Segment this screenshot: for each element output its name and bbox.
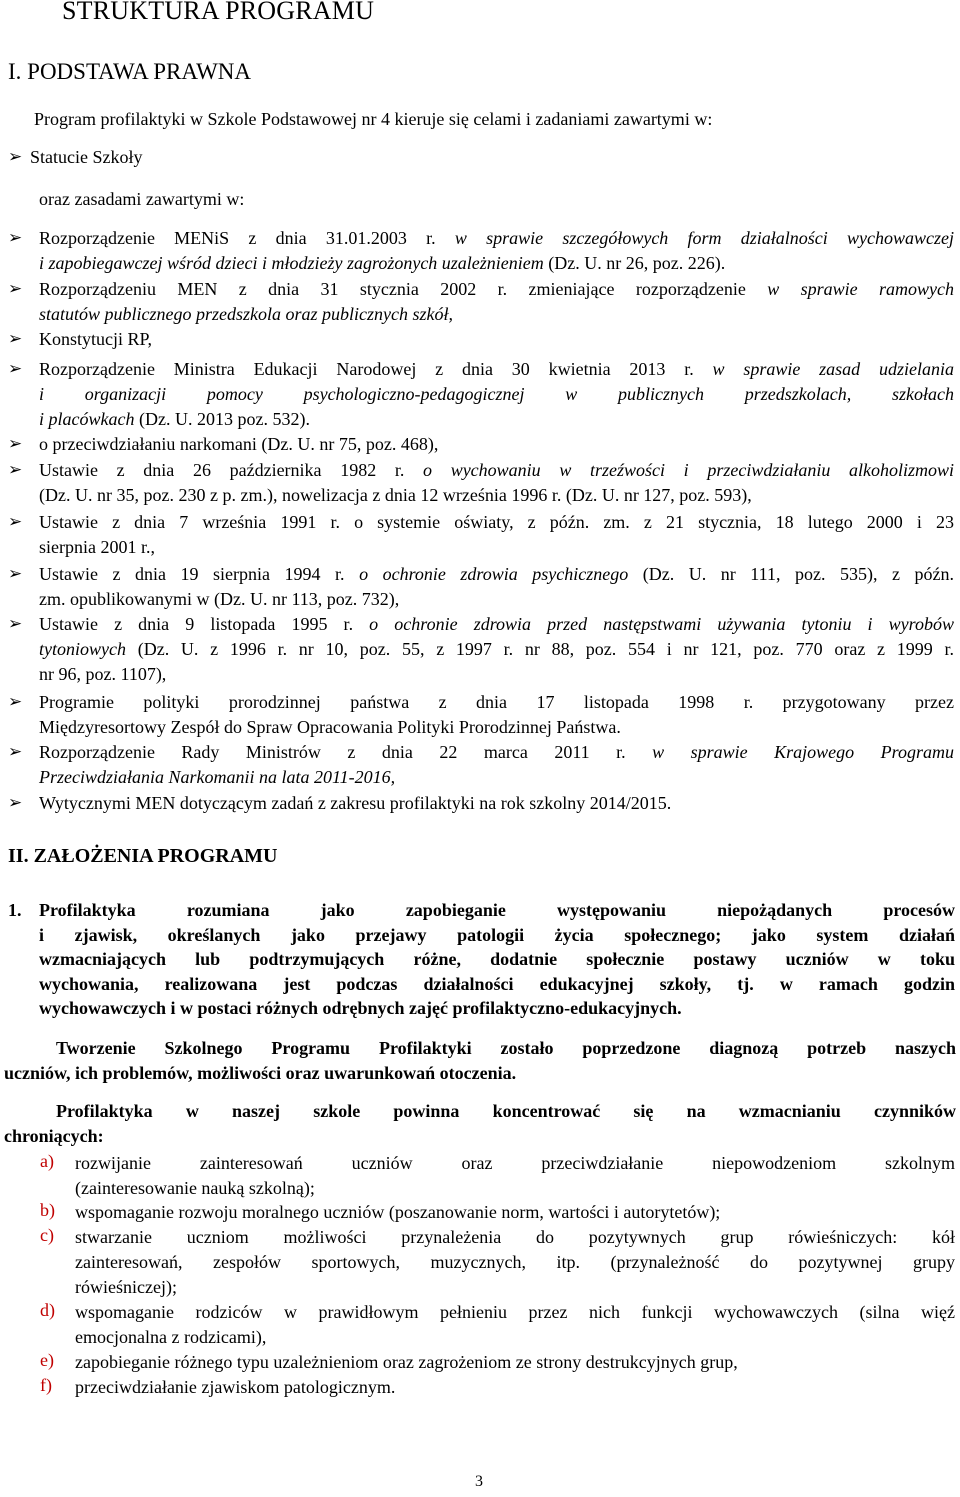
- arrow-bullet-icon: ➢: [8, 564, 23, 583]
- legal-item: Programie polityki prorodzinnej państwa z dnia 17 listopada 1998 r. przygotowany przez Międzyresortowy Zespół do Spraw Opracowania Polityki Prorodzinnej Państwa.: [39, 692, 954, 737]
- arrow-bullet-icon: ➢: [8, 434, 23, 453]
- statute-item: Statucie Szkoły: [30, 147, 143, 167]
- also-text: oraz zasadami zawartymi w:: [39, 189, 245, 209]
- section-heading-legal-basis: I. PODSTAWA PRAWNA: [8, 59, 252, 84]
- arrow-bullet-icon: ➢: [8, 329, 23, 348]
- arrow-bullet-icon: ➢: [8, 359, 23, 378]
- diagnosis-paragraph: Tworzenie Szkolnego Programu Profilaktyki zostało poprzedzone diagnozą potrzeb naszych uczniów, ich problemów, możliwości oraz uwarunkowań otoczenia.: [4, 1038, 956, 1083]
- legal-item: Wytycznymi MEN dotyczącym zadań z zakresu profilaktyki na rok szkolny 2014/2015.: [39, 793, 672, 813]
- legal-item: o przeciwdziałaniu narkomani (Dz. U. nr 75, poz. 468),: [39, 434, 439, 454]
- arrow-bullet-icon: ➢: [8, 793, 23, 812]
- list-item: zapobieganie różnego typu uzależnieniom oraz zagrożeniom ze strony destrukcyjnych grup,: [75, 1352, 738, 1372]
- section-heading-assumptions: II. ZAŁOŻENIA PROGRAMU: [8, 845, 278, 867]
- arrow-bullet-icon: ➢: [8, 692, 23, 711]
- list-marker: a): [40, 1151, 54, 1171]
- arrow-bullet-icon: ➢: [8, 614, 23, 633]
- arrow-bullet-icon: ➢: [8, 279, 23, 298]
- legal-item: Ustawie z dnia 7 września 1991 r. o systemie oświaty, z późn. zm. z 21 stycznia, 18 lutego 2000 i 23 sierpnia 2001 r.,: [39, 512, 954, 557]
- list-item: stwarzanie uczniom możliwości przynależenia do pozytywnych grup rówieśniczych: kół zainteresowań, zespołów sportowych, muzycznych, itp. (przynależność do pozytywnej grupy rówieśniczej);: [75, 1227, 955, 1297]
- point1-paragraph: Profilaktyka rozumiana jako zapobieganie występowaniu niepożądanych procesów i zjawisk, określanych jako przejawy patologii życia społecznego; jako system działań wzmacniających lub podtrzymujących różne, dodatnie społecznie postawy uczniów w toku wychowania, realizowana jest podczas działalności edukacyjnej szkoły, tj. w ramach godzin wychowawczych i w postaci różnych odrębnych zajęć profilaktyczno-edukacyjnych.: [39, 900, 955, 1018]
- legal-item: Ustawie z dnia 26 października 1982 r. o wychowaniu w trzeźwości i przeciwdziałaniu alkoholizmowi (Dz. U. nr 35, poz. 230 z p. zm.), nowelizacja z dnia 12 września 1996 r. (Dz. U. nr 127, poz. 593),: [39, 460, 955, 505]
- intro-text: Program profilaktyki w Szkole Podstawowej nr 4 kieruje się celami i zadaniami zawartymi w:: [34, 109, 713, 129]
- arrow-bullet-icon: ➢: [8, 228, 23, 247]
- arrow-bullet-icon: ➢: [8, 147, 23, 166]
- legal-item: Rozporządzeniu MEN z dnia 31 stycznia 2002 r. zmieniające rozporządzenie w sprawie ramowych statutów publicznego przedszkola oraz publicznych szkół,: [39, 279, 955, 324]
- page-title: STRUKTURA PROGRAMU: [62, 0, 375, 25]
- arrow-bullet-icon: ➢: [8, 512, 23, 531]
- list-item: rozwijanie zainteresowań uczniów oraz przeciwdziałanie niepowodzeniom szkolnym (zainteresowanie nauką szkolną);: [75, 1153, 955, 1198]
- arrow-bullet-icon: ➢: [8, 460, 23, 479]
- legal-item: Rozporządzenie MENiS z dnia 31.01.2003 r. w sprawie szczegółowych form działalności wychowawczej i zapobiegawczej wśród dzieci i młodzieży zagrożonych uzależnieniem (Dz. U. nr 26, poz. 226).: [39, 228, 954, 273]
- list-item: przeciwdziałanie zjawiskom patologicznym.: [75, 1377, 396, 1397]
- legal-item: Konstytucji RP,: [39, 329, 153, 349]
- list-marker: d): [40, 1300, 55, 1320]
- protective-factors-paragraph: Profilaktyka w naszej szkole powinna koncentrować się na wzmacnianiu czynników chroniących:: [4, 1101, 956, 1146]
- list-marker: e): [40, 1350, 54, 1370]
- list-item: wspomaganie rozwoju moralnego uczniów (poszanowanie norm, wartości i autorytetów);: [75, 1202, 721, 1222]
- legal-item: Ustawie z dnia 9 listopada 1995 r. o ochronie zdrowia przed następstwami używania tytoniu i wyrobów tytoniowych (Dz. U. z 1996 r. nr 10, poz. 55, z 1997 r. nr 88, poz. 554 i nr 121, poz. 770 oraz z 1999 r. nr 96, poz. 1107),: [39, 614, 954, 684]
- list-marker: b): [40, 1200, 55, 1220]
- point-number: 1.: [8, 900, 22, 920]
- legal-item: Rozporządzenie Rady Ministrów z dnia 22 marca 2011 r. w sprawie Krajowego Programu Przeciwdziałania Narkomanii na lata 2011-2016,: [39, 742, 954, 787]
- page-number: 3: [475, 1473, 483, 1490]
- list-item: wspomaganie rodziców w prawidłowym pełnieniu przez nich funkcji wychowawczych (silna więź emocjonalna z rodzicami),: [75, 1302, 955, 1347]
- list-marker: c): [40, 1225, 54, 1245]
- arrow-bullet-icon: ➢: [8, 742, 23, 761]
- legal-item: Rozporządzenie Ministra Edukacji Narodowej z dnia 30 kwietnia 2013 r. w sprawie zasad udzielania i organizacji pomocy psychologiczno-pedagogicznej w publicznych przedszkolach, szkołach i placówkach (Dz. U. 2013 poz. 532).: [39, 359, 954, 429]
- legal-item: Ustawie z dnia 19 sierpnia 1994 r. o ochronie zdrowia psychicznego (Dz. U. nr 111, poz. 535), z późn. zm. opublikowanymi w (Dz. U. nr 113, poz. 732),: [39, 564, 954, 609]
- list-marker: f): [40, 1375, 52, 1395]
